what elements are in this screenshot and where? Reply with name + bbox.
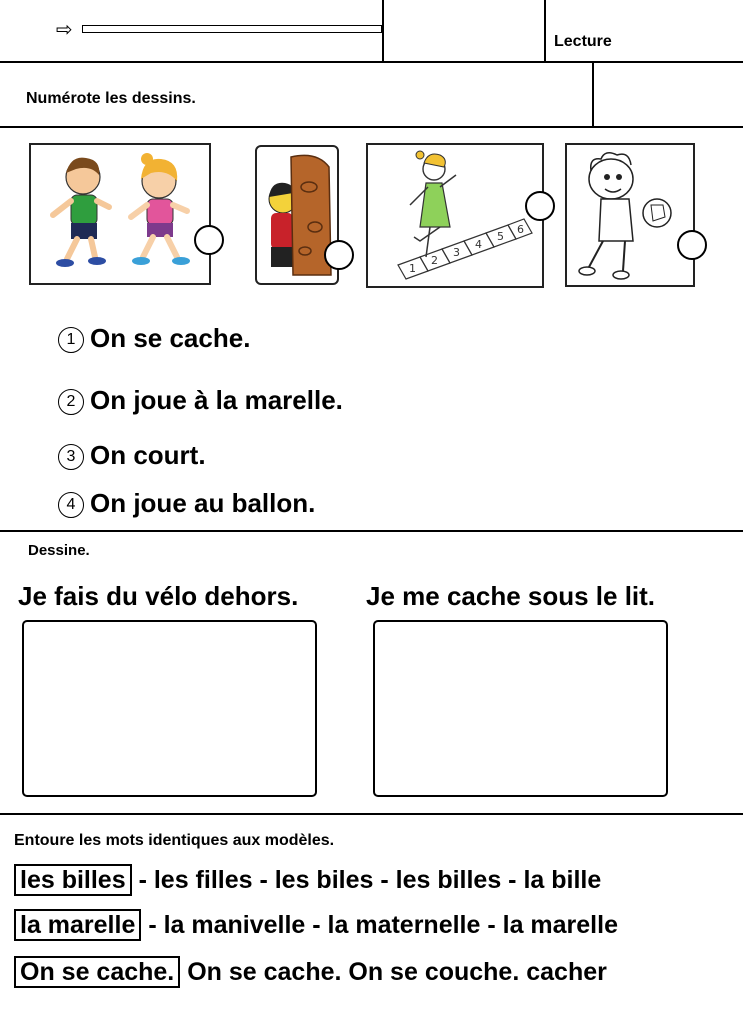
child-hiding-behind-tree-icon <box>257 147 337 283</box>
sentence-text: On se cache. <box>90 323 251 353</box>
word-row-1 <box>14 866 601 895</box>
exercise3-instruction: Entoure les mots identiques aux modèles. <box>14 832 335 849</box>
word-row-3 <box>14 958 607 987</box>
picture-hopscotch <box>366 143 544 288</box>
sentence-2 <box>58 385 343 416</box>
arrow-right-icon: ⇨ <box>56 19 73 41</box>
answer-circle-2[interactable] <box>324 240 354 270</box>
exercise2-instruction: Dessine. <box>28 542 90 559</box>
drawing-box-1[interactable] <box>22 620 317 797</box>
sentence-1 <box>58 323 250 354</box>
sentence-number: 2 <box>58 389 84 415</box>
hopscotch-number: 1 <box>409 262 416 275</box>
model-word: les billes <box>14 864 132 896</box>
name-line[interactable] <box>82 25 382 33</box>
answer-circle-4[interactable] <box>677 230 707 260</box>
sentence-4 <box>58 488 315 519</box>
word-row-2 <box>14 911 618 940</box>
word-choices[interactable]: - la manivelle - la maternelle - la marelle <box>148 911 618 939</box>
exercise1-instruction: Numérote les dessins. <box>26 90 196 107</box>
exercise1-header-divider <box>592 62 594 127</box>
hopscotch-number: 6 <box>517 223 524 236</box>
hopscotch-number: 5 <box>497 230 504 243</box>
sentence-3 <box>58 440 206 471</box>
model-word: On se cache. <box>14 956 180 988</box>
word-choices[interactable]: - les filles - les biles - les billes - la bille <box>138 866 602 894</box>
header-bottom-rule <box>0 61 743 63</box>
draw-prompt-1: Je fais du vélo dehors. <box>18 581 299 611</box>
name-line-area <box>56 20 386 42</box>
drawing-box-2[interactable] <box>373 620 668 797</box>
picture-children-running <box>29 143 211 285</box>
section-rule-2 <box>0 813 743 815</box>
boy-playing-ball-icon <box>567 145 693 285</box>
answer-circle-1[interactable] <box>194 225 224 255</box>
picture-ball <box>565 143 695 287</box>
sentence-text: On court. <box>90 440 206 470</box>
sentence-number: 1 <box>58 327 84 353</box>
answer-circle-3[interactable] <box>525 191 555 221</box>
sentence-text: On joue à la marelle. <box>90 385 343 415</box>
section-rule-1 <box>0 530 743 532</box>
hopscotch-grid <box>398 219 532 279</box>
hopscotch-number: 4 <box>475 238 482 251</box>
draw-prompt-2: Je me cache sous le lit. <box>366 581 656 611</box>
sentence-number: 4 <box>58 492 84 518</box>
hopscotch-number: 3 <box>453 246 460 259</box>
model-word: la marelle <box>14 909 141 941</box>
header-divider-2 <box>544 0 546 62</box>
girl-playing-hopscotch-icon <box>368 145 542 286</box>
sentence-number: 3 <box>58 444 84 470</box>
subject-label: Lecture <box>554 33 612 50</box>
hopscotch-number: 2 <box>431 254 438 267</box>
children-running-icon <box>31 145 209 283</box>
sentence-text: On joue au ballon. <box>90 488 316 518</box>
header-divider-1 <box>382 0 384 62</box>
exercise1-header-rule <box>0 126 743 128</box>
word-choices[interactable]: On se cache. On se couche. cacher <box>187 958 607 986</box>
